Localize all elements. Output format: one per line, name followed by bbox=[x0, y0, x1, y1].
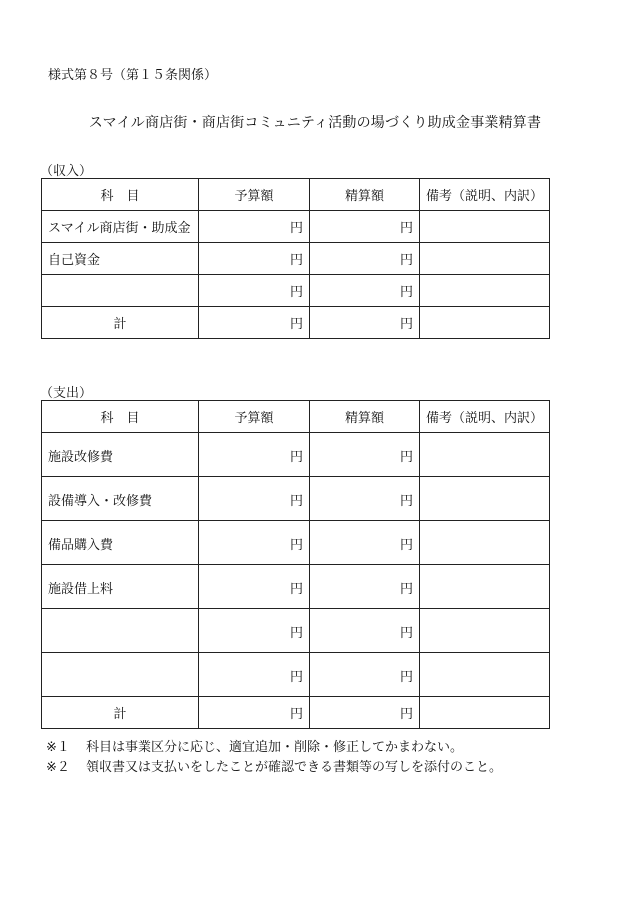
note-1 bbox=[46, 736, 463, 755]
row-subject: スマイル商店街・助成金 bbox=[42, 211, 199, 243]
budget-cell[interactable]: 円 bbox=[199, 243, 310, 275]
table-row bbox=[42, 275, 550, 307]
settlement-cell[interactable]: 円 bbox=[310, 477, 420, 521]
note-text: 領収書又は支払いをしたことが確認できる書類等の写しを添付のこと。 bbox=[86, 760, 503, 775]
settlement-cell[interactable]: 円 bbox=[310, 243, 420, 275]
row-subject[interactable] bbox=[42, 653, 199, 697]
expense-header-row bbox=[42, 401, 550, 433]
table-row bbox=[42, 653, 550, 697]
row-subject[interactable] bbox=[42, 275, 199, 307]
settlement-total-cell[interactable]: 円 bbox=[310, 307, 420, 339]
remarks-cell[interactable] bbox=[420, 653, 550, 697]
settlement-cell[interactable]: 円 bbox=[310, 275, 420, 307]
row-subject: 備品購入費 bbox=[42, 521, 199, 565]
settlement-total-cell[interactable]: 円 bbox=[310, 697, 420, 729]
row-subject: 自己資金 bbox=[42, 243, 199, 275]
column-header-budget: 予算額 bbox=[199, 179, 310, 211]
settlement-cell[interactable]: 円 bbox=[310, 565, 420, 609]
table-row bbox=[42, 565, 550, 609]
remarks-cell[interactable] bbox=[420, 307, 550, 339]
total-label: 計 bbox=[42, 307, 199, 339]
remarks-cell[interactable] bbox=[420, 433, 550, 477]
budget-cell[interactable]: 円 bbox=[199, 653, 310, 697]
column-header-subject: 科 目 bbox=[42, 179, 199, 211]
remarks-cell[interactable] bbox=[420, 275, 550, 307]
table-row bbox=[42, 477, 550, 521]
row-subject: 施設借上料 bbox=[42, 565, 199, 609]
budget-cell[interactable]: 円 bbox=[199, 565, 310, 609]
column-header-remarks: 備考（説明、内訳） bbox=[420, 401, 550, 433]
income-total-row bbox=[42, 307, 550, 339]
income-header-row bbox=[42, 179, 550, 211]
note-text: 科目は事業区分に応じ、適宜追加・削除・修正してかまわない。 bbox=[86, 740, 464, 755]
budget-cell[interactable]: 円 bbox=[199, 433, 310, 477]
remarks-cell[interactable] bbox=[420, 609, 550, 653]
column-header-remarks: 備考（説明、内訳） bbox=[420, 179, 550, 211]
budget-cell[interactable]: 円 bbox=[199, 275, 310, 307]
document-title: スマイル商店街・商店街コミュニティ活動の場づくり助成金事業精算書 bbox=[88, 115, 542, 131]
row-subject: 設備導入・改修費 bbox=[42, 477, 199, 521]
total-label: 計 bbox=[42, 697, 199, 729]
table-row bbox=[42, 521, 550, 565]
settlement-cell[interactable]: 円 bbox=[310, 521, 420, 565]
settlement-cell[interactable]: 円 bbox=[310, 211, 420, 243]
remarks-cell[interactable] bbox=[420, 243, 550, 275]
table-row bbox=[42, 609, 550, 653]
budget-total-cell[interactable]: 円 bbox=[199, 307, 310, 339]
expense-table bbox=[41, 400, 550, 729]
budget-cell[interactable]: 円 bbox=[199, 521, 310, 565]
remarks-cell[interactable] bbox=[420, 565, 550, 609]
remarks-cell[interactable] bbox=[420, 521, 550, 565]
column-header-subject: 科 目 bbox=[42, 401, 199, 433]
note-2 bbox=[46, 756, 502, 775]
remarks-cell[interactable] bbox=[420, 477, 550, 521]
settlement-cell[interactable]: 円 bbox=[310, 433, 420, 477]
budget-cell[interactable]: 円 bbox=[199, 609, 310, 653]
row-subject[interactable] bbox=[42, 609, 199, 653]
form-number: 様式第８号（第１５条関係） bbox=[48, 68, 218, 83]
expense-total-row bbox=[42, 697, 550, 729]
column-header-budget: 予算額 bbox=[199, 401, 310, 433]
settlement-cell[interactable]: 円 bbox=[310, 609, 420, 653]
settlement-cell[interactable]: 円 bbox=[310, 653, 420, 697]
row-subject: 施設改修費 bbox=[42, 433, 199, 477]
remarks-cell[interactable] bbox=[420, 211, 550, 243]
expense-section-label: （支出） bbox=[40, 386, 93, 401]
budget-total-cell[interactable]: 円 bbox=[199, 697, 310, 729]
table-row bbox=[42, 211, 550, 243]
income-table bbox=[41, 178, 550, 339]
column-header-settlement: 精算額 bbox=[310, 179, 420, 211]
income-section-label: （収入） bbox=[40, 164, 93, 179]
remarks-cell[interactable] bbox=[420, 697, 550, 729]
budget-cell[interactable]: 円 bbox=[199, 477, 310, 521]
budget-cell[interactable]: 円 bbox=[199, 211, 310, 243]
table-row bbox=[42, 433, 550, 477]
note-mark: ※２ bbox=[46, 760, 70, 775]
table-row bbox=[42, 243, 550, 275]
column-header-settlement: 精算額 bbox=[310, 401, 420, 433]
note-mark: ※１ bbox=[46, 740, 70, 755]
